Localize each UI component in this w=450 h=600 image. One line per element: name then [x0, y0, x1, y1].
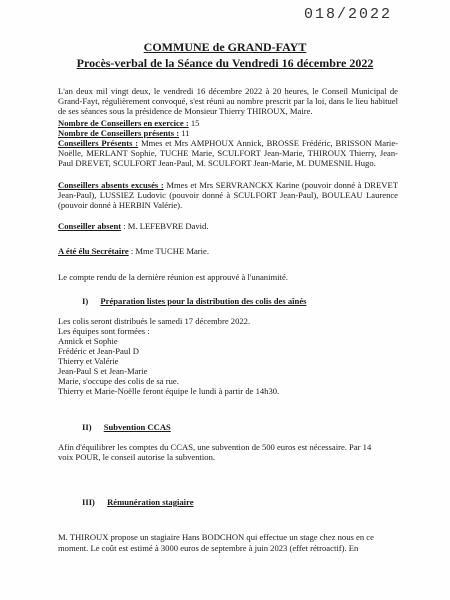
presents-text: Mmes et Mrs AMPHOUX Annick, BROSSE Frédéric, BRISSON Marie-Noëlle, MERLANT Sophie, TUCHE Marie, SCULFORT Jean-Marie, THIROUX Thierry, Jean-Paul DREVET, SCULFORT Jean-Paul, M. SCULFORT Jean-Marie, M. DUMESNIL Hugo. — [58, 138, 398, 169]
count-exercice-label: Nombre de Conseillers en exercice : — [58, 118, 189, 128]
section-heading-2 — [82, 422, 171, 432]
commune-title: COMMUNE de GRAND-FAYT — [143, 40, 307, 54]
session-subtitle: Procès-verbal de la Séance du Vendredi 16 décembre 2022 — [76, 56, 374, 70]
absents-excuses-text: Mmes et Mrs SERVRANCKX Karine (pouvoir donné à DREVET Jean-Paul), LUSSIEZ Ludovic (pouvoir donné à SCULFORT Jean-Paul), BOULEAU Laurence (pouvoir donné à HERBIN Valérie). — [58, 180, 398, 211]
count-exercice — [58, 118, 398, 128]
section-line: Afin d'équilibrer les comptes du CCAS, une subvention de 500 euros est nécessaire. Par 14 — [58, 442, 372, 452]
count-presents-label: Nombre de Conseillers présents : — [58, 128, 180, 138]
absent-label: Conseiller absent — [58, 221, 122, 231]
count-presents-value: 11 — [181, 128, 190, 138]
section-line: Les équipes sont formées : — [58, 326, 150, 336]
section-line: voix POUR, le conseil autorise la subvention. — [58, 452, 216, 462]
section-heading-3 — [82, 497, 194, 507]
section-number: III) — [82, 497, 95, 507]
absent-text: : M. LEFEBVRE David. — [123, 221, 209, 231]
section-line: M. THIROUX propose un stagiaire Hans BODCHON qui effectue un stage chez nous en ce — [58, 532, 374, 542]
section-line: Frédéric et Jean-Paul D — [58, 346, 139, 356]
section-number: I) — [82, 296, 89, 306]
count-exercice-value: 15 — [190, 118, 200, 128]
section-line: Jean-Paul S et Jean-Marie — [58, 366, 148, 376]
count-presents — [58, 128, 398, 138]
absents-excuses-paragraph — [58, 180, 398, 211]
approval-line: Le compte rendu de la dernière réunion est approuvé à l'unanimité. — [58, 272, 288, 282]
absents-excuses-label: Conseillers absents excusés : — [58, 180, 164, 190]
absent-line — [58, 221, 398, 231]
intro-paragraph: L'an deux mil vingt deux, le vendredi 16 décembre 2022 à 20 heures, le Conseil Municipal de Grand-Fayt, régulièrement convoqué, s'est réuni au nombre prescrit par la loi, dans le lieu habituel de ses séances sous la présidence de Monsieur Thierry THIROUX, Maire. — [58, 86, 398, 117]
section-title: Rémunération stagiaire — [107, 497, 194, 507]
section-line: Marie, s'occupe des colis de sa rue. — [58, 376, 179, 386]
secretaire-text: : Mme TUCHE Marie. — [130, 246, 210, 256]
secretaire-line — [58, 246, 398, 256]
presents-paragraph — [58, 138, 398, 169]
section-line: moment. Le coût est estimé à 3000 euros de septembre à juin 2023 (effet rétroactif). En — [58, 543, 359, 553]
section-number: II) — [82, 422, 92, 432]
section-heading-1 — [82, 296, 306, 306]
section-line: Annick et Sophie — [58, 336, 118, 346]
secretaire-label: A été élu Secrétaire — [58, 246, 129, 256]
section-line: Les colis seront distribués le samedi 17 décembre 2022. — [58, 316, 251, 326]
section-line: Thierry et Valérie — [58, 356, 119, 366]
presents-label: Conseillers Présents : — [58, 138, 139, 148]
section-title: Préparation listes pour la distribution des colis des aînés — [100, 296, 307, 306]
document-reference-number: 018/2022 — [303, 6, 392, 23]
section-title: Subvention CCAS — [103, 422, 171, 432]
section-line: Thierry et Marie-Noëlle feront équipe le lundi à partir de 14h30. — [58, 386, 280, 396]
